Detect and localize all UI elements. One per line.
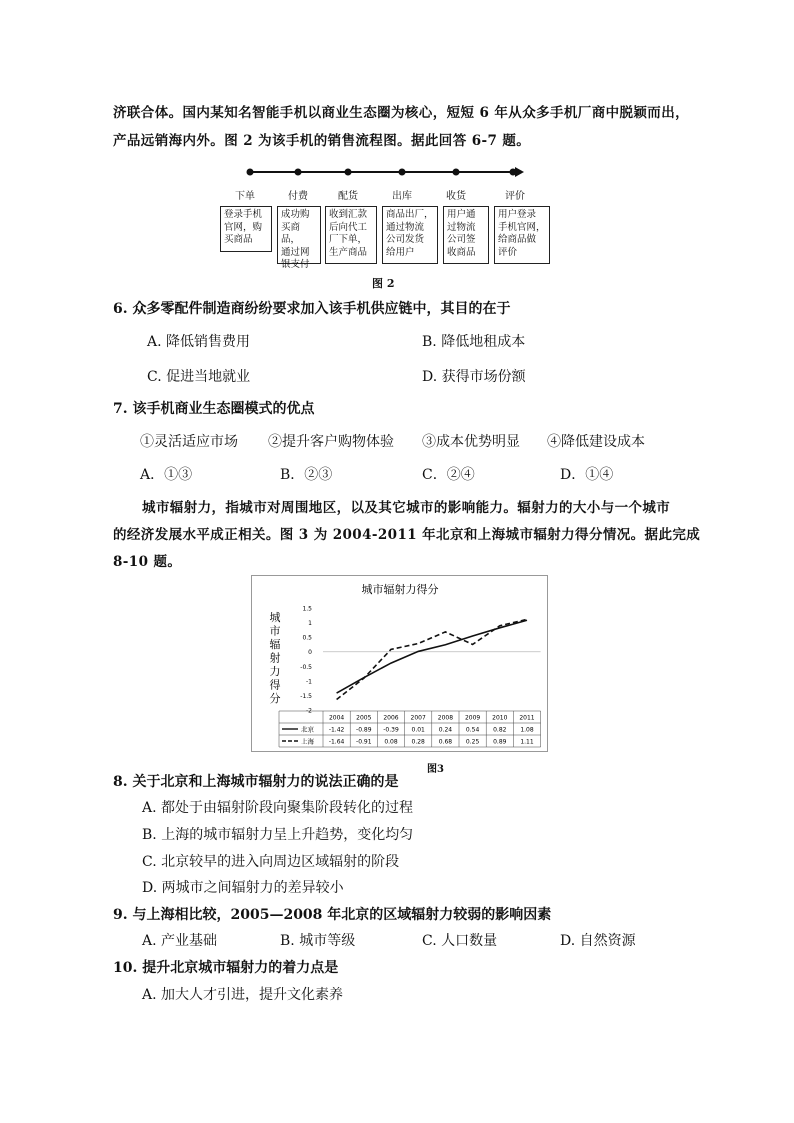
data-label: 0.68	[438, 738, 453, 746]
y-axis-label-char: 分	[269, 692, 281, 705]
flow-step-box: 商品出厂， 通过物流 公司发货 给用户	[382, 206, 438, 264]
flow-step-label: 配货	[338, 191, 358, 202]
q6-option-d: D. 获得市场份额	[422, 369, 526, 385]
y-tick-label: -2	[306, 707, 312, 715]
flow-step-box: 用户通 过物流 公司签 收商品	[443, 206, 489, 264]
chart-canvas	[252, 576, 547, 751]
y-axis-label	[270, 611, 281, 705]
data-label: 0.08	[384, 738, 398, 746]
q6-option-b: B. 降低地租成本	[422, 334, 526, 350]
flow-step-label: 下单	[235, 191, 255, 202]
q9-option-b: B. 城市等级	[280, 933, 356, 949]
question-9-stem: 9. 与上海相比较，2005—2008 年北京的区域辐射力较弱的影响因素	[113, 907, 552, 923]
data-label: 0.24	[438, 726, 453, 734]
data-label: -1.42	[328, 726, 345, 734]
q6-option-c: C. 促进当地就业	[147, 369, 251, 385]
intro2-line-2: 的经济发展水平成正相关。图 3 为 2004-2011 年北京和上海城市辐射力得分情况。据此完成	[113, 527, 701, 543]
data-label: 0.82	[493, 726, 507, 734]
radiation-chart	[251, 575, 548, 752]
question-10-stem: 10. 提升北京城市辐射力的着力点是	[113, 960, 339, 976]
q9-option-d: D. 自然资源	[560, 933, 636, 949]
q7-item-1: ①灵活适应市场	[140, 434, 238, 450]
chart-title: 城市辐射力得分	[361, 583, 439, 596]
x-tick-label: 2004	[328, 714, 345, 722]
figure-2-caption: 图 2	[372, 277, 395, 290]
y-tick-label: 0.5	[302, 634, 312, 642]
question-8-stem: 8. 关于北京和上海城市辐射力的说法正确的是	[113, 774, 399, 790]
flow-step-box: 用户登录 手机官网， 给商品做 评价	[494, 206, 550, 264]
data-label: 1.11	[520, 738, 534, 746]
data-label: 0.89	[493, 738, 507, 746]
q7-item-3: ③成本优势明显	[422, 434, 520, 450]
flow-timeline	[215, 160, 555, 184]
y-tick-label: 1.5	[302, 605, 312, 613]
x-tick-label: 2005	[356, 714, 372, 722]
flow-step-label: 收货	[446, 191, 466, 202]
y-axis-label-char: 射	[269, 651, 281, 665]
flow-step-box: 收到汇款 后向代工 厂下单， 生产商品	[325, 206, 377, 264]
q7-option-b: B．②③	[280, 467, 333, 483]
question-6-stem: 6. 众多零配件制造商纷纷要求加入该手机供应链中，其目的在于	[113, 301, 511, 317]
flow-dot	[453, 169, 460, 176]
data-label: 0.54	[465, 726, 480, 734]
q7-item-2: ②提升客户购物体验	[268, 434, 394, 450]
y-axis-label-char: 得	[269, 678, 281, 692]
x-tick-label: 2006	[383, 714, 399, 722]
y-tick-label: -0.5	[300, 663, 312, 671]
q8-option-d: D. 两城市之间辐射力的差异较小	[142, 880, 344, 896]
flow-step-label: 出库	[392, 191, 412, 202]
x-tick-label: 2010	[492, 714, 508, 722]
data-label: 0.25	[465, 738, 480, 746]
y-axis-label-char: 市	[269, 624, 281, 638]
y-tick-label: 0	[308, 649, 312, 657]
q7-item-4: ④降低建设成本	[547, 434, 645, 450]
x-tick-label: 2007	[410, 714, 426, 722]
flow-step-box: 成功购 买商品， 通过网 银支付	[277, 206, 321, 264]
flow-dot	[510, 169, 517, 176]
flow-dot	[247, 169, 254, 176]
y-axis-label-char: 力	[269, 665, 281, 678]
intro-line-2: 产品远销海内外。图 2 为该手机的销售流程图。据此回答 6-7 题。	[113, 133, 531, 149]
intro2-line-3: 8-10 题。	[113, 554, 182, 570]
y-axis-label-char: 城	[269, 611, 281, 624]
x-tick-label: 2011	[519, 714, 535, 722]
q7-option-d: D．①④	[560, 467, 614, 483]
flow-step-label: 付费	[288, 191, 308, 202]
data-label: 0.28	[411, 738, 425, 746]
figure-3-caption: 图3	[427, 764, 444, 775]
series-line-shanghai	[337, 619, 527, 699]
intro-line-1: 济联合体。国内某知名智能手机以商业生态圈为核心，短短 6 年从众多手机厂商中脱颖而出，	[113, 105, 689, 121]
q6-option-a: A. 降低销售费用	[147, 334, 251, 350]
x-tick-label: 2009	[464, 714, 481, 722]
q8-option-c: C. 北京较早的进入向周边区域辐射的阶段	[142, 854, 400, 870]
q8-option-b: B. 上海的城市辐射力呈上升趋势，变化均匀	[142, 827, 414, 843]
flow-dot	[399, 169, 406, 176]
data-label: -1.64	[328, 738, 345, 746]
q7-option-c: C．②④	[422, 467, 475, 483]
legend-label: 北京	[301, 725, 314, 734]
x-tick-label: 2008	[437, 714, 454, 722]
data-label: -0.39	[383, 726, 399, 734]
q10-option-a: A. 加大人才引进，提升文化素养	[142, 987, 344, 1003]
series-line-beijing	[337, 620, 527, 693]
flow-dot	[345, 169, 352, 176]
y-tick-label: 1	[308, 620, 312, 628]
y-tick-label: -1.5	[300, 692, 312, 700]
flow-step-label: 评价	[505, 191, 525, 202]
data-label: 1.08	[520, 726, 534, 734]
flow-dot	[295, 169, 302, 176]
flow-step-box: 登录手机 官网，购 买商品	[220, 206, 272, 252]
question-7-stem: 7. 该手机商业生态圈模式的优点	[113, 401, 315, 417]
q9-option-c: C. 人口数量	[422, 933, 498, 949]
y-tick-label: -1	[306, 678, 312, 686]
y-axis-label-char: 辐	[269, 638, 281, 651]
q8-option-a: A. 都处于由辐射阶段向聚集阶段转化的过程	[142, 800, 414, 816]
legend-label: 上海	[301, 737, 314, 746]
data-label: 0.01	[411, 726, 425, 734]
data-label: -0.89	[356, 726, 372, 734]
q9-option-a: A. 产业基础	[142, 933, 218, 949]
intro2-line-1: 城市辐射力，指城市对周围地区，以及其它城市的影响能力。辐射力的大小与一个城市	[142, 500, 671, 516]
data-label: -0.91	[356, 738, 372, 746]
q7-option-a: A．①③	[140, 467, 193, 483]
